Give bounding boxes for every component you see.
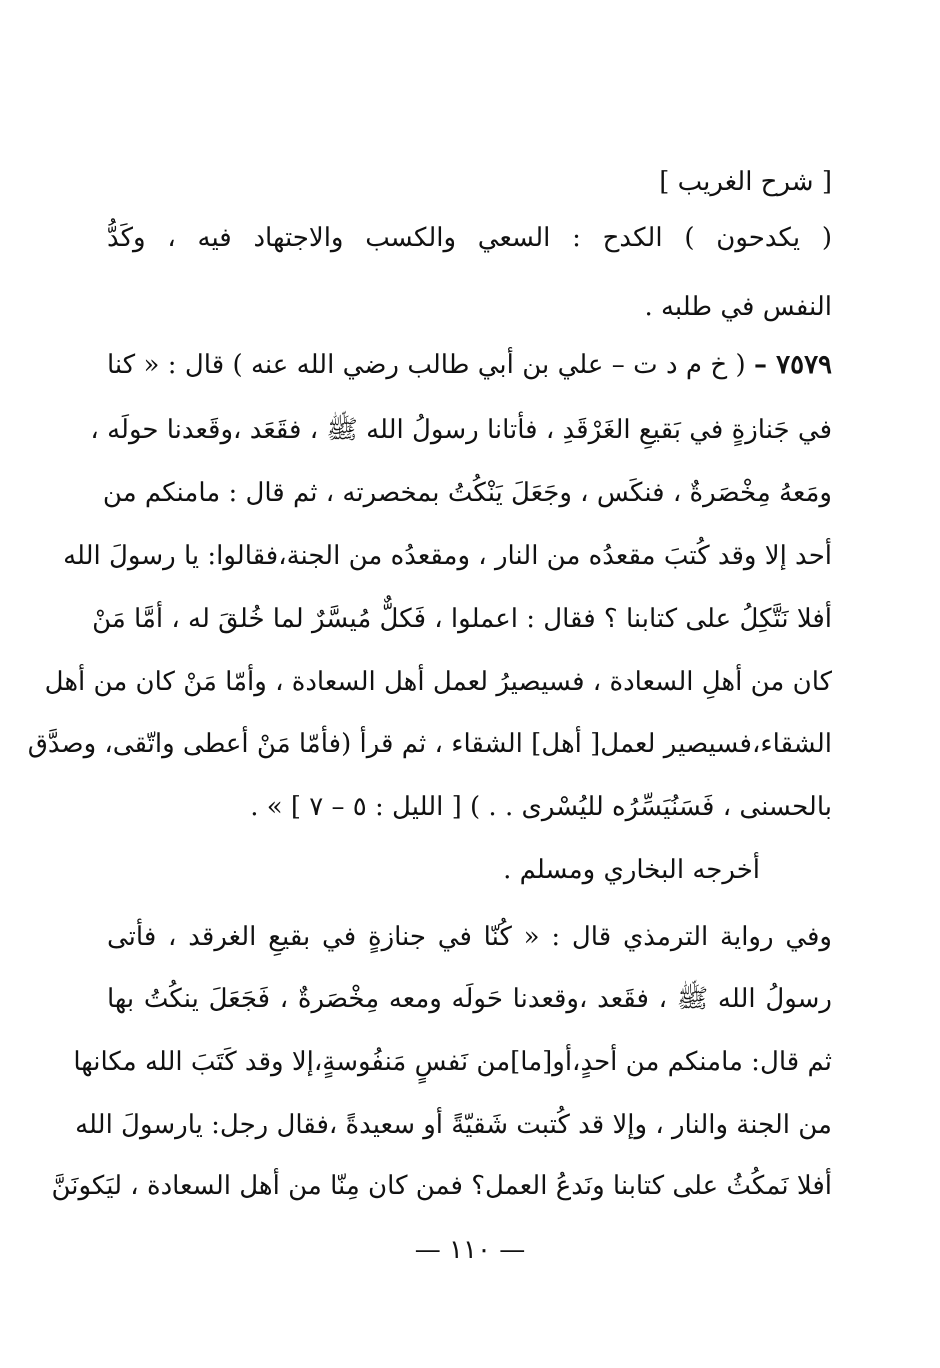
section-title: [ شرح الغريب ] [659, 167, 832, 197]
hadith-line-5: كان من أهلِ السعادة ، فسيصيرُ لعمل أهل السعادة ، وأمّا مَنْ كان من أهل [44, 667, 832, 697]
hadith-first-line-text: ( خ م د ت – علي بن أبي طالب رضي الله عنه ) قال : « كنا [107, 350, 746, 380]
tirmidhi-line-3: ثم قال: مامنكم من أحدٍ،أو[ما]من نَفسٍ مَنفُوسةٍ،إلا وقد كَتَبَ الله مكانها [73, 1047, 832, 1077]
hadith-line-3: أحد إلا وقد كُتبَ مقعدُه من النار ، ومقعدُه من الجنة،فقالوا: يا رسولَ الله [63, 541, 832, 571]
hadith-line-6: الشقاء،فسيصير لعمل[ أهل] الشقاء ، ثم قرأ (فأمّا مَنْ أعطى واتّقى، وصدَّق [27, 729, 832, 759]
hadith-line-4: أفلا نَتَّكِلُ على كتابنا ؟ فقال : اعملوا ، فَكلٌّ مُيسَّرٌ لما خُلقَ له ، أمَّا مَنْ [92, 604, 832, 634]
tirmidhi-line-4: من الجنة والنار ، وإلا قد كُتبت شَقيّةً أو سعيدةً ،فقال رجل: يارسولَ الله [75, 1110, 832, 1140]
tirmidhi-line-5: أفلا نَمكُثُ على كتابنا ونَدعُ العمل؟ فمن كان مِنّا من أهل السعادة ، ليَكونَنَّ [51, 1171, 832, 1201]
tirmidhi-line-1: وفي رواية الترمذي قال : « كُنّا في جنازةٍ في بقيعِ الغرقد ، فأتى [107, 922, 832, 952]
hadith-line-1: في جَنازةٍ في بَقيعِ الغَرْقَدِ ، فأتانا رسولُ الله ﷺ ، فقَعَد ،وقَعدنا حولَه ، [90, 415, 832, 445]
page-number: — ١١٠ — [414, 1235, 526, 1265]
takhrij-line: أخرجه البخاري ومسلم . [503, 855, 760, 885]
tirmidhi-line-2: رسولُ الله ﷺ ، فقَعد ،وقعدنا حَولَه ومعه مِخْصَرةٌ ، فَجَعَلَ ينكُتُ بها [107, 984, 832, 1014]
sharh-line-1: ( يكدحون ) الكدح : السعي والكسب والاجتهاد فيه ، وكَدُّ [107, 223, 832, 253]
hadith-first-line [107, 345, 832, 385]
hadith-number: ٧٥٧٩ – [754, 350, 833, 380]
hadith-line-2: ومَعهُ مِخْصَرةٌ ، فنكَس ، وجَعَلَ يَنْكُتُ بمخصرته ، ثم قال : مامنكم من [102, 478, 832, 508]
sharh-line-2: النفس في طلبه . [644, 292, 832, 322]
hadith-line-7: بالحسنى ، فَسَنُيَسِّرُه لليُسْرى . . ) [ الليل : ٥ – ٧ ] » . [250, 792, 832, 822]
